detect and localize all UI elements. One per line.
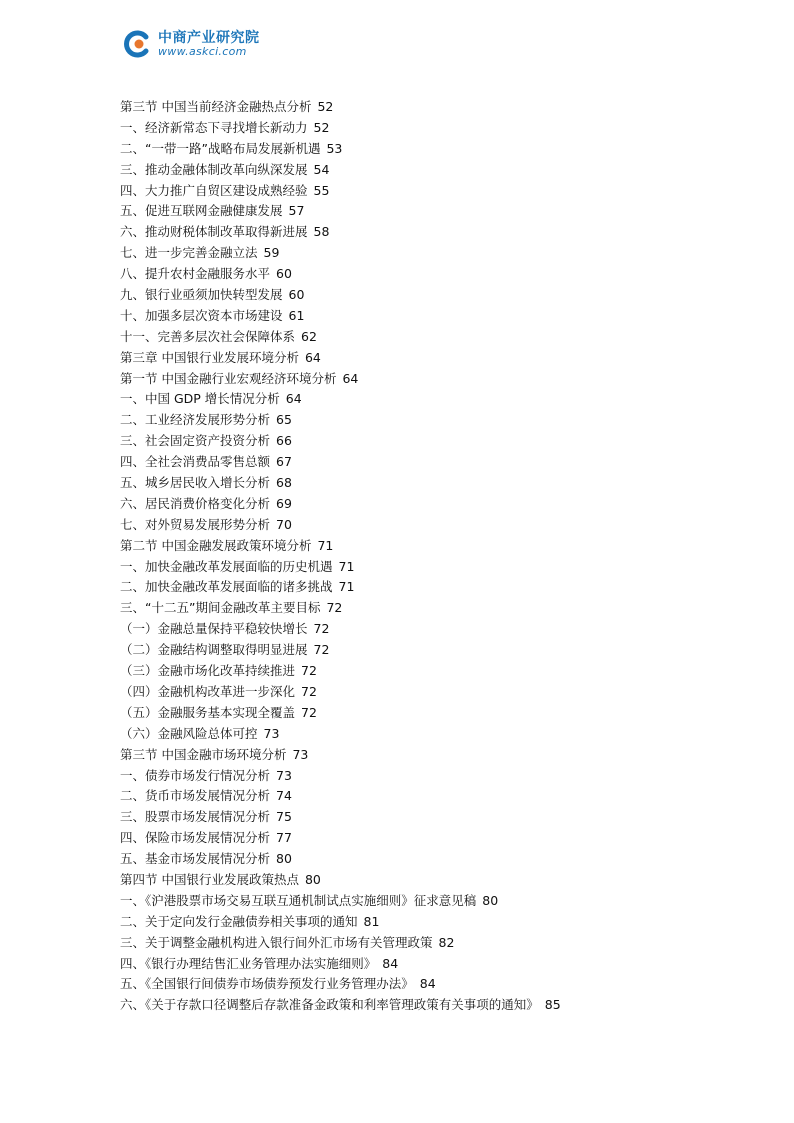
page-header — [122, 28, 260, 60]
toc-entry-page: 72 — [301, 663, 317, 679]
toc-entry-title: 四、《银行办理结售汇业务管理办法实施细则》 — [120, 955, 377, 971]
toc-entry[interactable] — [120, 327, 760, 348]
toc-entry[interactable] — [120, 181, 760, 202]
toc-entry[interactable] — [120, 410, 760, 431]
toc-entry[interactable] — [120, 619, 760, 640]
toc-entry[interactable] — [120, 598, 760, 619]
toc-entry-page: 64 — [304, 349, 321, 365]
toc-entry-title: 十、加强多层次资本市场建设 — [120, 307, 283, 323]
toc-entry-title: 八、提升农村金融服务水平 — [120, 266, 271, 282]
toc-entry-page: 66 — [276, 433, 292, 449]
toc-entry-page: 71 — [338, 558, 355, 574]
toc-entry-page: 85 — [544, 997, 561, 1013]
toc-entry-title: 六、推动财税体制改革取得新进展 — [120, 224, 308, 240]
toc-entry-title: （四）金融机构改革进一步深化 — [120, 683, 296, 699]
toc-entry-page: 64 — [285, 391, 302, 407]
toc-entry-page: 53 — [326, 140, 343, 156]
toc-entry[interactable] — [120, 557, 760, 578]
toc-entry[interactable] — [120, 954, 760, 975]
toc-entry-title: （三）金融市场化改革持续推进 — [120, 663, 296, 679]
brand-block — [158, 31, 260, 57]
toc-entry-title: 三、关于调整金融机构进入银行间外汇市场有关管理政策 — [120, 934, 433, 950]
toc-entry-page: 52 — [313, 119, 330, 135]
toc-entry[interactable] — [120, 891, 760, 912]
toc-entry[interactable] — [120, 243, 760, 264]
toc-entry-page: 64 — [342, 370, 359, 386]
toc-entry-title: 四、全社会消费品零售总额 — [120, 454, 271, 470]
toc-entry[interactable] — [120, 577, 760, 598]
toc-entry[interactable] — [120, 849, 760, 870]
toc-entry-title: 二、“一带一路”战略布局发展新机遇 — [120, 140, 321, 156]
toc-entry-title: 三、推动金融体制改革向纵深发展 — [120, 161, 308, 177]
toc-entry-page: 60 — [288, 287, 305, 303]
toc-entry-title: 五、《全国银行间债券市场债券预发行业务管理办法》 — [120, 976, 414, 992]
toc-entry-page: 54 — [313, 161, 330, 177]
toc-entry-title: 九、银行业亟须加快转型发展 — [120, 287, 283, 303]
toc-entry-page: 52 — [317, 99, 334, 114]
toc-entry[interactable] — [120, 431, 760, 452]
toc-entry-page: 68 — [276, 475, 292, 491]
toc-entry-title: 七、对外贸易发展形势分析 — [120, 516, 271, 532]
toc-entry-page: 58 — [313, 224, 330, 240]
table-of-contents — [120, 97, 760, 1016]
toc-entry-title: 第三章 中国银行业发展环境分析 — [120, 349, 299, 365]
toc-entry-page: 81 — [363, 913, 380, 929]
toc-entry-title: 一、加快金融改革发展面临的历史机遇 — [120, 558, 333, 574]
toc-entry-title: 二、加快金融改革发展面临的诸多挑战 — [120, 579, 333, 595]
toc-entry[interactable] — [120, 786, 760, 807]
toc-entry[interactable] — [120, 264, 760, 285]
toc-entry[interactable] — [120, 807, 760, 828]
toc-entry-page: 74 — [276, 788, 292, 804]
toc-entry-title: 五、促进互联网金融健康发展 — [120, 203, 283, 219]
brand-name: 中商产业研究院 — [158, 29, 260, 46]
toc-entry[interactable] — [120, 995, 760, 1016]
toc-entry[interactable] — [120, 912, 760, 933]
toc-entry[interactable] — [120, 97, 760, 118]
toc-entry[interactable] — [120, 160, 760, 181]
toc-entry[interactable] — [120, 703, 760, 724]
toc-entry-title: 二、货币市场发展情况分析 — [120, 788, 271, 804]
toc-entry[interactable] — [120, 870, 760, 891]
toc-entry-title: 四、保险市场发展情况分析 — [120, 830, 271, 846]
toc-entry-title: 第四节 中国银行业发展政策热点 — [120, 871, 299, 887]
toc-entry[interactable] — [120, 201, 760, 222]
toc-entry[interactable] — [120, 724, 760, 745]
toc-entry[interactable] — [120, 452, 760, 473]
toc-entry-page: 60 — [276, 266, 292, 282]
toc-entry[interactable] — [120, 494, 760, 515]
toc-entry[interactable] — [120, 974, 760, 995]
toc-entry-page: 77 — [276, 830, 292, 846]
toc-entry-page: 80 — [482, 892, 499, 908]
toc-entry-title: 一、中国 GDP 增长情况分析 — [120, 391, 280, 407]
toc-entry[interactable] — [120, 306, 760, 327]
toc-entry-title: 二、关于定向发行金融债券相关事项的通知 — [120, 913, 358, 929]
toc-entry-page: 55 — [313, 182, 330, 198]
toc-entry-page: 62 — [301, 328, 317, 344]
toc-entry-page: 57 — [288, 203, 305, 219]
toc-entry-page: 72 — [313, 621, 330, 637]
toc-entry-page: 61 — [288, 307, 305, 323]
toc-entry-title: 三、社会固定资产投资分析 — [120, 433, 271, 449]
toc-entry[interactable] — [120, 536, 760, 557]
toc-entry-title: （二）金融结构调整取得明显进展 — [120, 642, 308, 658]
toc-entry-page: 73 — [292, 746, 309, 762]
toc-entry-page: 69 — [276, 495, 292, 511]
toc-entry-page: 70 — [276, 516, 292, 532]
toc-entry-title: 三、“十二五”期间金融改革主要目标 — [120, 600, 321, 616]
toc-entry[interactable] — [120, 661, 760, 682]
toc-entry[interactable] — [120, 389, 760, 410]
toc-entry-title: 一、债券市场发行情况分析 — [120, 767, 271, 783]
toc-entry-page: 80 — [276, 851, 292, 867]
toc-entry-title: 七、进一步完善金融立法 — [120, 245, 258, 261]
toc-entry-page: 72 — [326, 600, 343, 616]
toc-entry-page: 72 — [301, 683, 317, 699]
askci-logo-icon — [122, 29, 152, 59]
toc-entry-page: 82 — [438, 934, 455, 950]
toc-entry-title: 第三节 中国当前经济金融热点分析 — [120, 99, 312, 114]
toc-entry-title: 五、基金市场发展情况分析 — [120, 851, 271, 867]
toc-entry-page: 73 — [276, 767, 292, 783]
toc-entry-title: （五）金融服务基本实现全覆盖 — [120, 704, 296, 720]
toc-entry[interactable] — [120, 933, 760, 954]
toc-entry-page: 71 — [338, 579, 355, 595]
toc-entry-title: （六）金融风险总体可控 — [120, 725, 258, 741]
toc-entry-page: 72 — [301, 704, 317, 720]
toc-entry-page: 84 — [382, 955, 399, 971]
toc-entry-page: 80 — [304, 871, 321, 887]
toc-entry-page: 71 — [317, 537, 334, 553]
toc-entry-title: （一）金融总量保持平稳较快增长 — [120, 621, 308, 637]
toc-entry-page: 67 — [276, 454, 292, 470]
toc-entry[interactable] — [120, 139, 760, 160]
brand-url: www.askci.com — [158, 44, 247, 58]
toc-entry-title: 四、大力推广自贸区建设成熟经验 — [120, 182, 308, 198]
toc-entry-title: 三、股票市场发展情况分析 — [120, 809, 271, 825]
toc-entry-title: 二、工业经济发展形势分析 — [120, 412, 271, 428]
toc-entry[interactable] — [120, 640, 760, 661]
toc-entry-title: 第二节 中国金融发展政策环境分析 — [120, 537, 312, 553]
toc-entry[interactable] — [120, 369, 760, 390]
toc-entry[interactable] — [120, 766, 760, 787]
toc-entry[interactable] — [120, 682, 760, 703]
toc-entry-title: 一、经济新常态下寻找增长新动力 — [120, 119, 308, 135]
toc-entry[interactable] — [120, 515, 760, 536]
toc-entry-page: 65 — [276, 412, 292, 428]
toc-entry-page: 84 — [419, 976, 436, 992]
toc-entry[interactable] — [120, 222, 760, 243]
toc-entry-title: 六、《关于存款口径调整后存款准备金政策和利率管理政策有关事项的通知》 — [120, 997, 539, 1013]
toc-entry[interactable] — [120, 285, 760, 306]
toc-entry[interactable] — [120, 745, 760, 766]
toc-entry-page: 59 — [263, 245, 280, 261]
toc-entry-title: 六、居民消费价格变化分析 — [120, 495, 271, 511]
toc-entry-title: 第一节 中国金融行业宏观经济环境分析 — [120, 370, 337, 386]
toc-entry[interactable] — [120, 473, 760, 494]
toc-entry-title: 十一、完善多层次社会保障体系 — [120, 328, 296, 344]
toc-entry-page: 75 — [276, 809, 292, 825]
toc-entry-page: 72 — [313, 642, 330, 658]
toc-entry[interactable] — [120, 118, 760, 139]
toc-entry[interactable] — [120, 348, 760, 369]
toc-entry-title: 五、城乡居民收入增长分析 — [120, 475, 271, 491]
toc-entry-title: 第三节 中国金融市场环境分析 — [120, 746, 287, 762]
toc-entry-page: 73 — [263, 725, 280, 741]
toc-entry-title: 一、《沪港股票市场交易互联互通机制试点实施细则》征求意见稿 — [120, 892, 477, 908]
toc-entry[interactable] — [120, 828, 760, 849]
